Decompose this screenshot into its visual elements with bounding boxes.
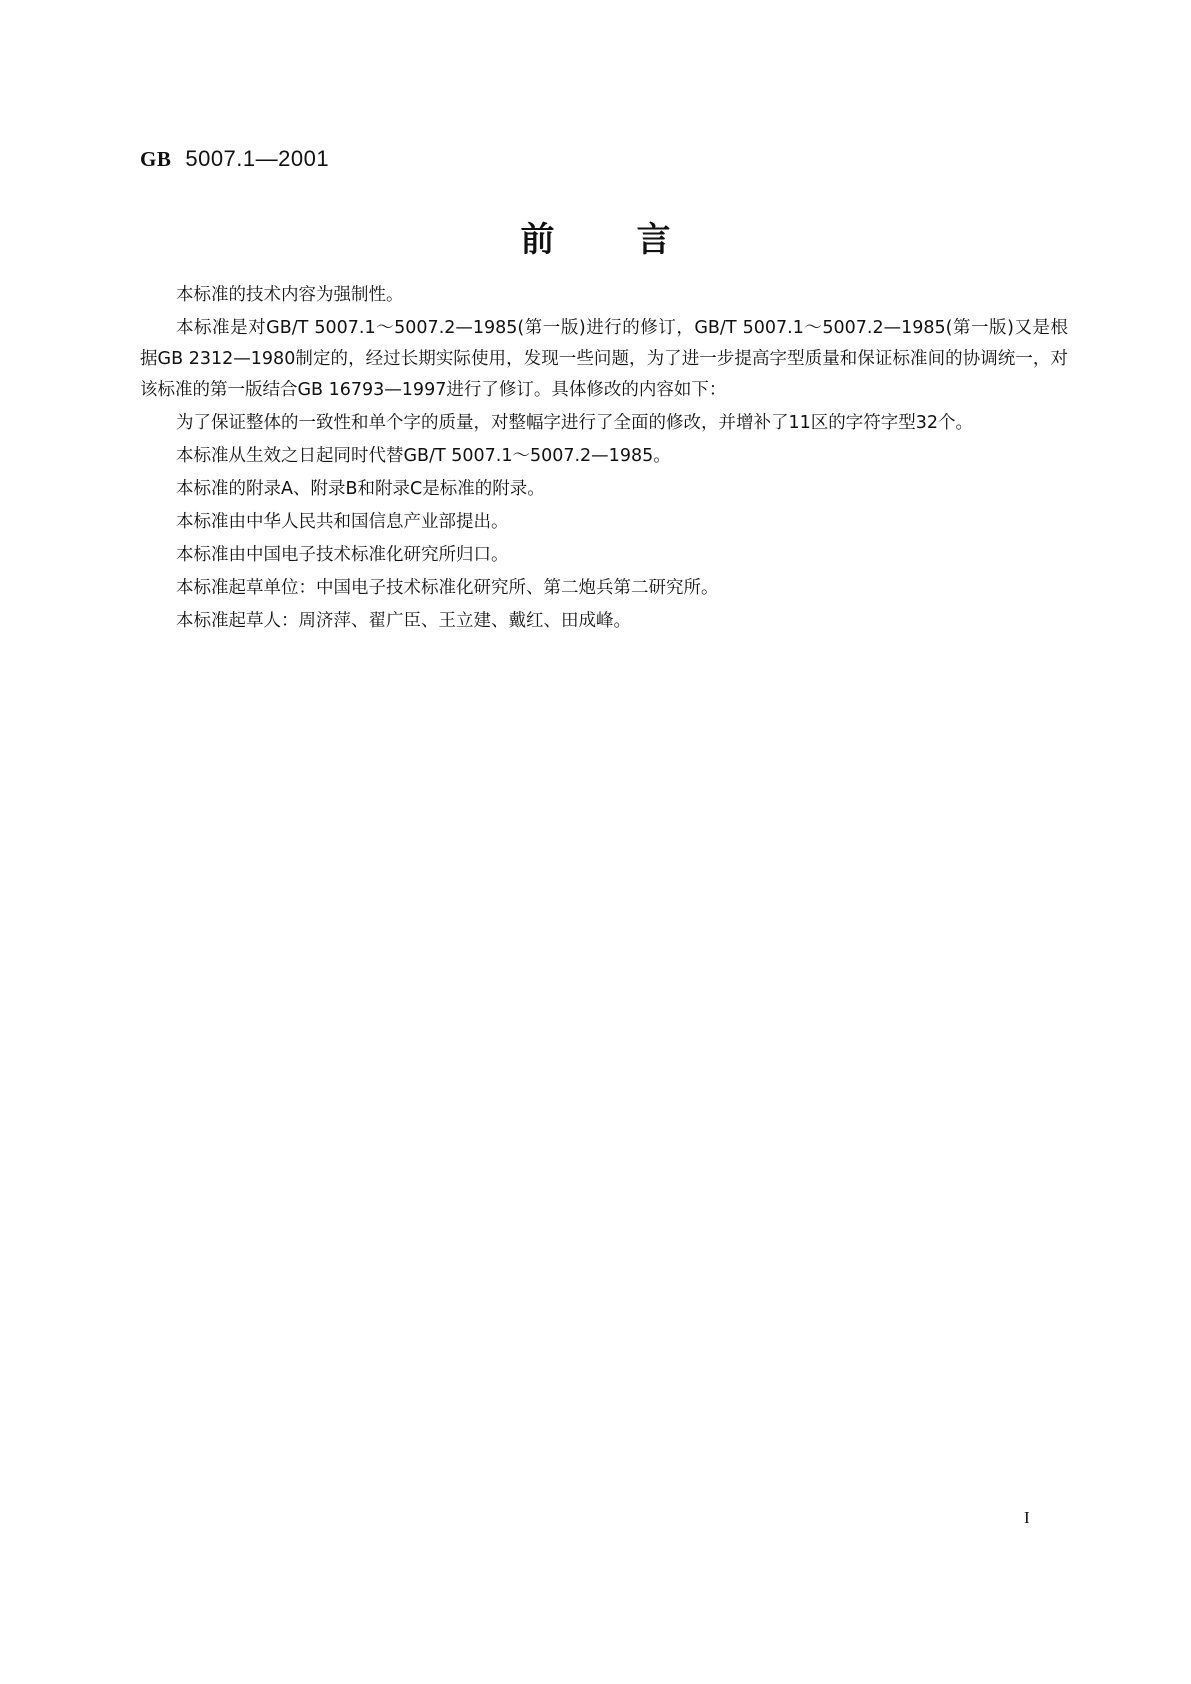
- page-title: 前言: [520, 220, 753, 260]
- page-number: I: [1024, 1508, 1030, 1527]
- paragraph: 本标准起草单位：中国电子技术标准化研究所、第二炮兵第二研究所。: [176, 578, 719, 598]
- paragraph: 本标准是对GB/T 5007.1～5007.2—1985(第一版)进行的修订，GB/T 5007.1～5007.2—1985(第一版)又是根据GB 2312—1980制定的，经过长期实际使用，发现一些问题，为了进一步提高字型质量和保证标准间的协调统一，对该标准的第一版结合GB 16793—1997进行了修订。具体修改的内容如下：: [140, 318, 1068, 400]
- paragraph: 本标准由中国电子技术标准化研究所归口。: [176, 545, 509, 565]
- foreword-body: [140, 280, 1068, 639]
- paragraph: 本标准的技术内容为强制性。: [176, 285, 404, 305]
- paragraph: 本标准由中华人民共和国信息产业部提出。: [176, 512, 509, 532]
- document-code-number: 5007.1—2001: [185, 146, 330, 171]
- document-code-prefix: GB: [140, 147, 172, 171]
- paragraph: 为了保证整体的一致性和单个字的质量，对整幅字进行了全面的修改，并增补了11区的字符字型32个。: [176, 413, 974, 433]
- paragraph: 本标准起草人：周济萍、翟广臣、王立建、戴红、田成峰。: [176, 611, 631, 631]
- document-code: [140, 146, 329, 172]
- paragraph: 本标准从生效之日起同时代替GB/T 5007.1～5007.2—1985。: [176, 446, 671, 466]
- paragraph: 本标准的附录A、附录B和附录C是标准的附录。: [176, 479, 545, 499]
